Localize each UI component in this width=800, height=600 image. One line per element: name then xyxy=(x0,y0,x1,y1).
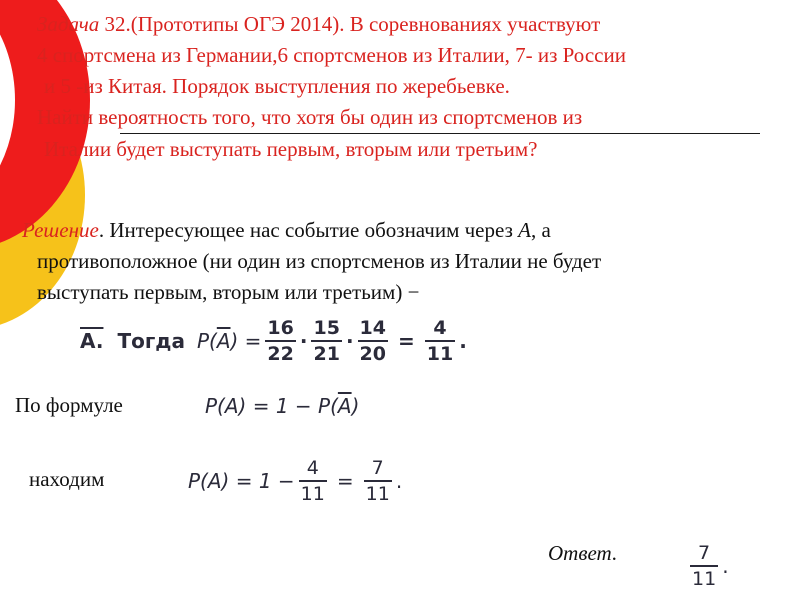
fraction-numerator: 16 xyxy=(267,317,294,339)
fraction-7-11 xyxy=(364,458,392,504)
multiply-dot: · xyxy=(345,329,354,353)
find-label: находим xyxy=(29,467,105,491)
p-close-eq: ) = xyxy=(230,329,262,353)
fraction-denominator: 21 xyxy=(311,340,341,364)
task-title-rest: 32.(Прототипы ОГЭ 2014). В соревнованиях участвуют xyxy=(99,12,601,36)
task-line-2: 4 спортсмена из Германии,6 спортсменов из Италии, 7- из России xyxy=(37,43,626,67)
underline-rule xyxy=(120,133,760,134)
togda-word: Тогда xyxy=(117,329,185,353)
task-line-3: и 5 -из Китая. Порядок выступления по жеребьевке. xyxy=(44,74,510,98)
multiply-dot: · xyxy=(299,329,308,353)
formula-result xyxy=(188,458,402,504)
period: . xyxy=(395,469,403,493)
fraction-numerator: 7 xyxy=(371,457,384,479)
fraction-denominator: 20 xyxy=(358,340,388,364)
a-bar-symbol: A. xyxy=(80,329,104,353)
solution-line-1-text: . Интересующее нас событие обозначим через xyxy=(98,218,519,242)
fraction-denominator: 22 xyxy=(265,340,295,364)
answer-fraction xyxy=(686,543,729,589)
fraction-16-22 xyxy=(265,318,295,364)
equals-sign: = xyxy=(336,469,354,493)
fraction-denominator: 11 xyxy=(299,480,327,504)
fraction-numerator: 4 xyxy=(433,317,447,339)
solution-line-3: выступать первым, вторым или третьим) − xyxy=(37,280,420,304)
by-formula-label: По формуле xyxy=(15,393,123,417)
fraction-numerator: 4 xyxy=(306,457,319,479)
fraction-7-11 xyxy=(690,543,718,589)
a-bar: $\overline{A}$ xyxy=(337,394,352,418)
period: . xyxy=(459,329,467,353)
fraction-denominator: 11 xyxy=(425,340,455,364)
answer-line xyxy=(548,541,617,565)
solution-label: Решение xyxy=(22,218,99,242)
task-line-1 xyxy=(37,12,600,36)
solution-line-2: противоположное (ни один из спортсменов из Италии не будет xyxy=(37,249,602,273)
solution-line-1 xyxy=(22,218,551,242)
p-open: P( xyxy=(196,329,217,353)
formula-complement-rule xyxy=(205,394,359,418)
a-bar: $\overline{A}$ xyxy=(216,329,231,353)
period: . xyxy=(611,541,617,565)
fraction-denominator: 11 xyxy=(364,480,392,504)
formula-complement-lhs: P(A) = 1 − P( xyxy=(205,394,338,418)
formula-probability-complement xyxy=(80,318,467,364)
formula-result-lhs: P(A) = 1 − xyxy=(188,469,295,493)
task-line-4: Найти вероятность того, что хотя бы один из спортсменов из xyxy=(37,105,583,129)
fraction-4-11 xyxy=(425,318,455,364)
fraction-15-21 xyxy=(311,318,341,364)
task-title-label: Задача xyxy=(37,12,100,36)
period: . xyxy=(722,554,729,578)
fraction-numerator: 15 xyxy=(313,317,340,339)
equals-sign: = xyxy=(398,329,415,353)
fraction-denominator: 11 xyxy=(690,565,718,589)
fraction-4-11 xyxy=(299,458,327,504)
solution-line-1-tail: , а xyxy=(530,218,551,242)
fraction-numerator: 7 xyxy=(698,542,711,564)
fraction-numerator: 14 xyxy=(359,317,386,339)
fraction-14-20 xyxy=(358,318,388,364)
event-letter: A xyxy=(518,218,531,242)
task-line-5: Италии будет выступать первым, вторым или третьим? xyxy=(44,137,538,161)
paren-close: ) xyxy=(351,394,360,418)
answer-label: Ответ xyxy=(548,541,612,565)
